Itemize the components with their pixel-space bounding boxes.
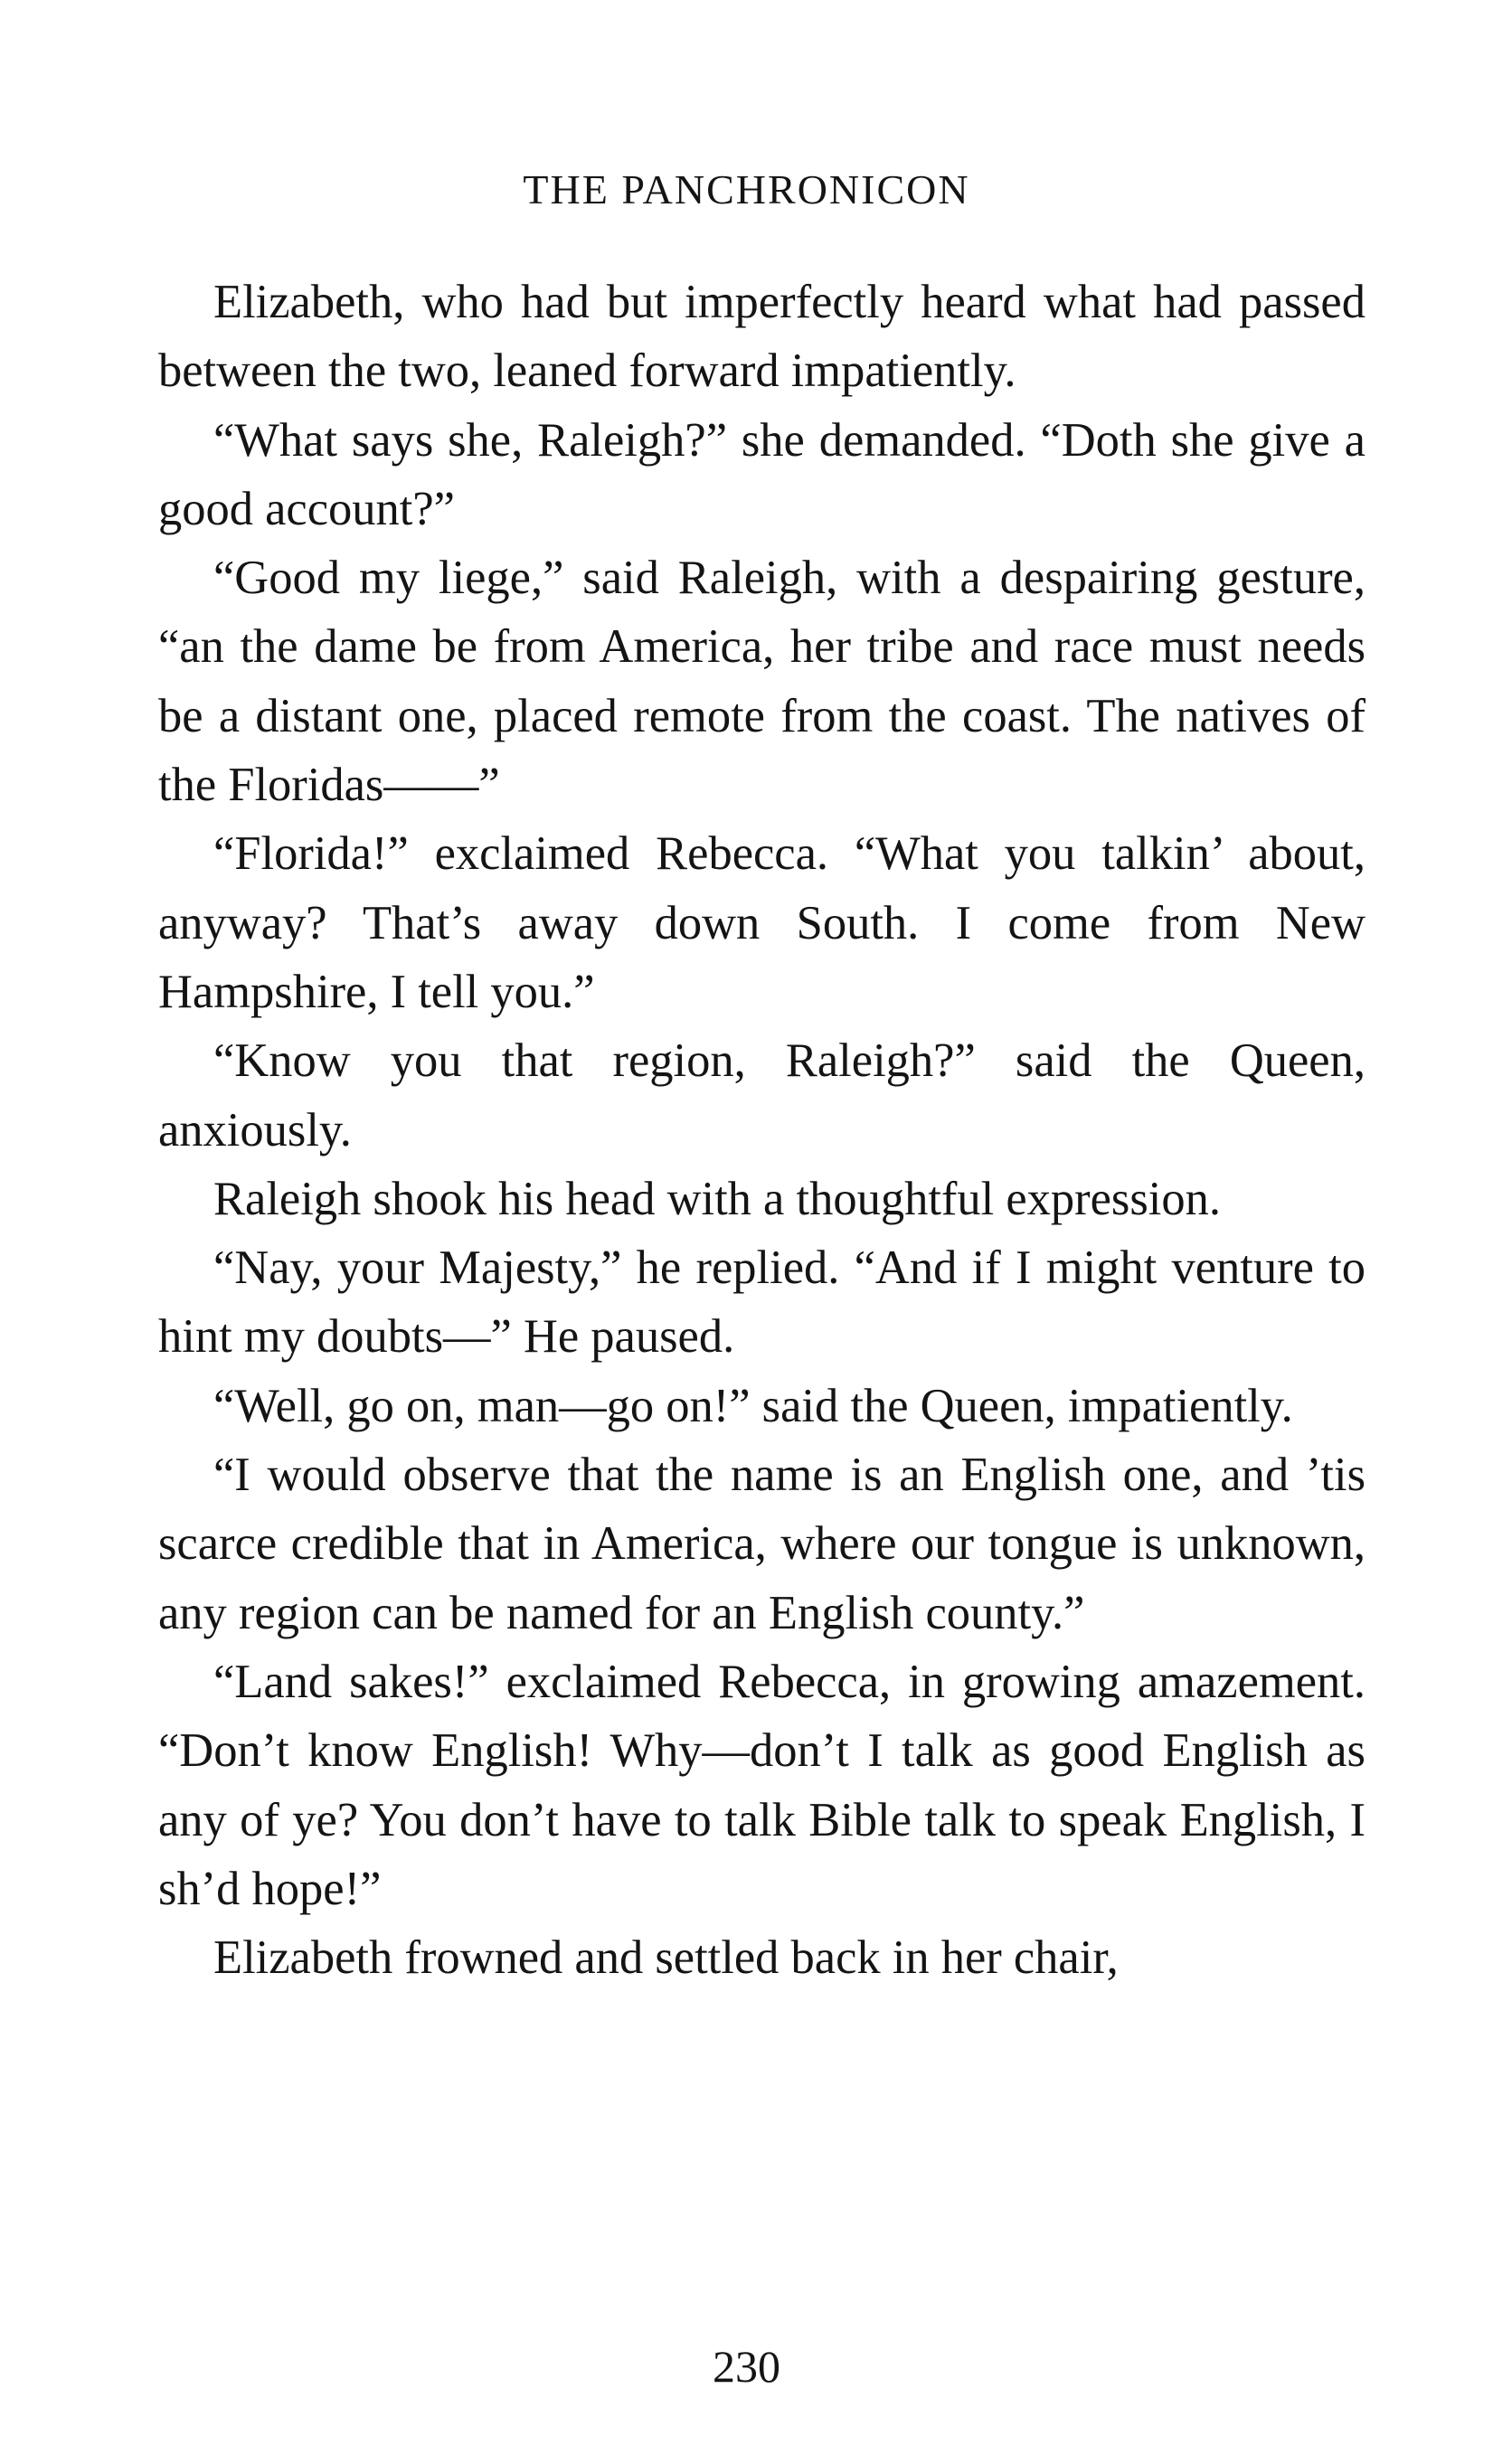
paragraph: “Know you that region, Raleigh?” said the Queen, anxiously. [158,1034,1365,1156]
paragraph: “Nay, your Majesty,” he replied. “And if I might venture to hint my doubts—” He paused. [158,1241,1365,1364]
running-head: THE PANCHRONICON [523,166,970,212]
paragraph: “What says she, Raleigh?” she demanded. “Doth she give a good account?” [158,413,1365,535]
paragraph: “I would observe that the name is an English one, and ’tis scarce credible that in America, where our tongue is unknown, any region can be named for an English county.” [158,1449,1365,1639]
paragraph: Elizabeth frowned and settled back in her chair, [213,1931,1119,1985]
paragraph: “Good my liege,” said Raleigh, with a despairing gesture, “an the dame be from America, her tribe and race must needs be a distant one, placed remote from the coast. The natives of the Floridas——” [158,552,1365,812]
paragraph: “Florida!” exclaimed Rebecca. “What you talkin’ about, anyway? That’s away down South. I come from New Hampshire, I tell you.” [158,827,1365,1018]
paragraph: “Well, go on, man—go on!” said the Queen, impatiently. [213,1379,1293,1432]
paragraph: “Land sakes!” exclaimed Rebecca, in growing amazement. “Don’t know English! Why—don’t I talk as good English as any of ye? You don’t have to talk Bible talk to speak English, I sh’d hope!” [158,1655,1365,1915]
page-number: 230 [713,2341,780,2392]
paragraph: Raleigh shook his head with a thoughtful expression. [213,1172,1222,1225]
paragraph: Elizabeth, who had but imperfectly heard what had passed between the two, leaned forward impatiently. [158,276,1365,398]
body-text [158,268,1365,1992]
